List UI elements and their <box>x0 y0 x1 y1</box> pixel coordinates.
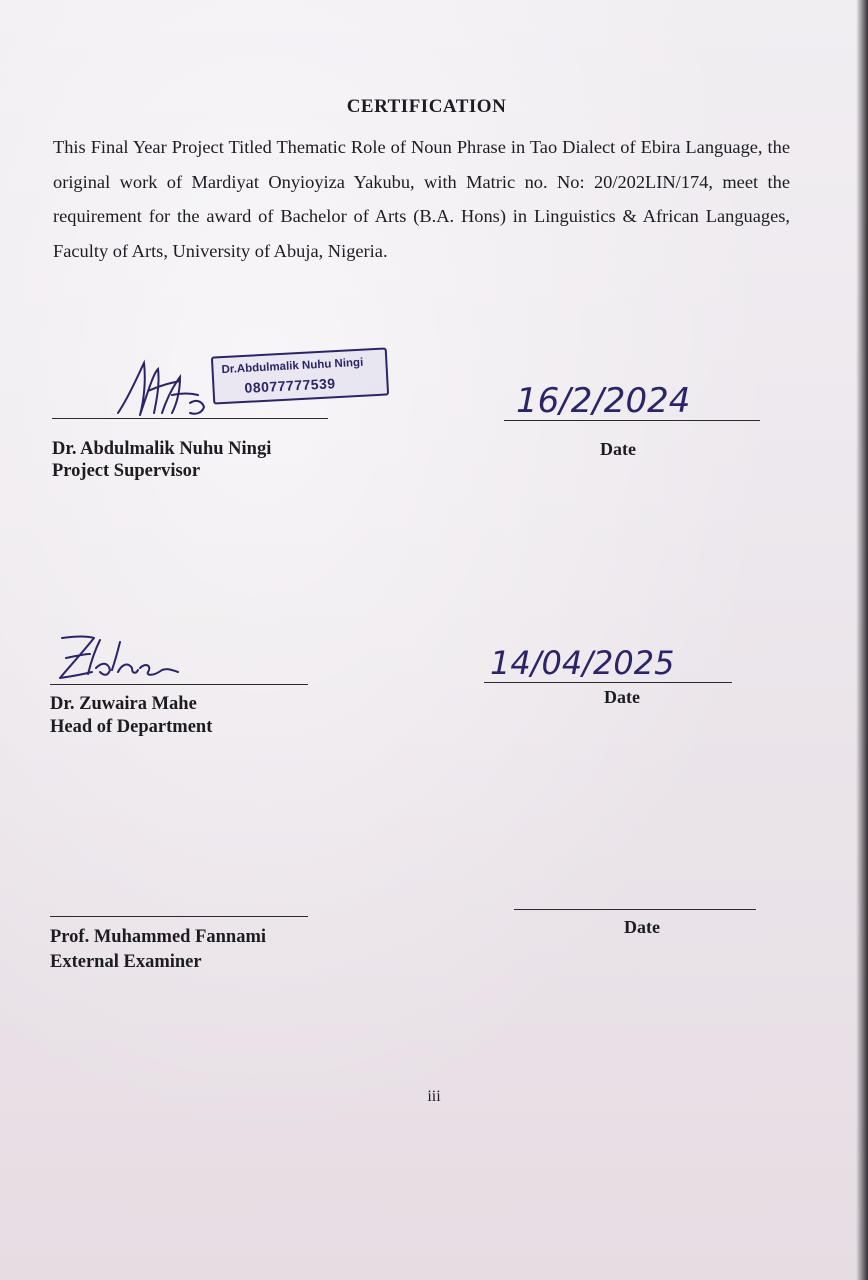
page-title: CERTIFICATION <box>346 96 507 117</box>
hod-signature-line <box>50 684 308 685</box>
page-number: iii <box>427 1088 441 1105</box>
hod-date-label: Date <box>604 687 640 707</box>
examiner-name: Prof. Muhammed Fannami <box>50 927 267 947</box>
hod-signature <box>52 628 192 688</box>
hod-date-line <box>484 682 732 683</box>
hod-date-text: 14/04/2025 <box>490 644 675 682</box>
examiner-role: External Examiner <box>50 952 202 972</box>
supervisor-handwritten-date <box>510 368 750 448</box>
examiner-date-label: Date <box>624 917 660 937</box>
supervisor-signature <box>110 355 220 425</box>
supervisor-date-text: 16/2/2024 <box>516 381 691 421</box>
official-stamp <box>211 347 389 404</box>
supervisor-signature-line <box>52 418 328 419</box>
examiner-signature-line <box>50 916 308 917</box>
hod-name: Dr. Zuwaira Mahe <box>50 694 197 714</box>
supervisor-role: Project Supervisor <box>52 461 201 481</box>
stamp-phone: 08077777539 <box>244 375 336 396</box>
supervisor-date-label: Date <box>600 439 636 459</box>
supervisor-date-line <box>504 420 760 421</box>
hod-handwritten-date <box>484 626 734 696</box>
examiner-date-line <box>514 909 756 910</box>
supervisor-name: Dr. Abdulmalik Nuhu Ningi <box>52 439 272 459</box>
hod-role: Head of Department <box>50 717 213 737</box>
certification-statement: This Final Year Project Titled Thematic Role of Noun Phrase in Tao Dialect of Ebira Language, the original work of Mardiyat Onyioyiza Yakubu, with Matric no. No: 20/202LIN/174, meet the requirement for the award of Bachelor of Arts (B.A. Hons) in Linguistics & African Languages, Faculty of Arts, University of Abuja, Nigeria. <box>53 137 790 261</box>
stamp-name: Dr.Abdulmalik Nuhu Ningi <box>221 356 364 377</box>
